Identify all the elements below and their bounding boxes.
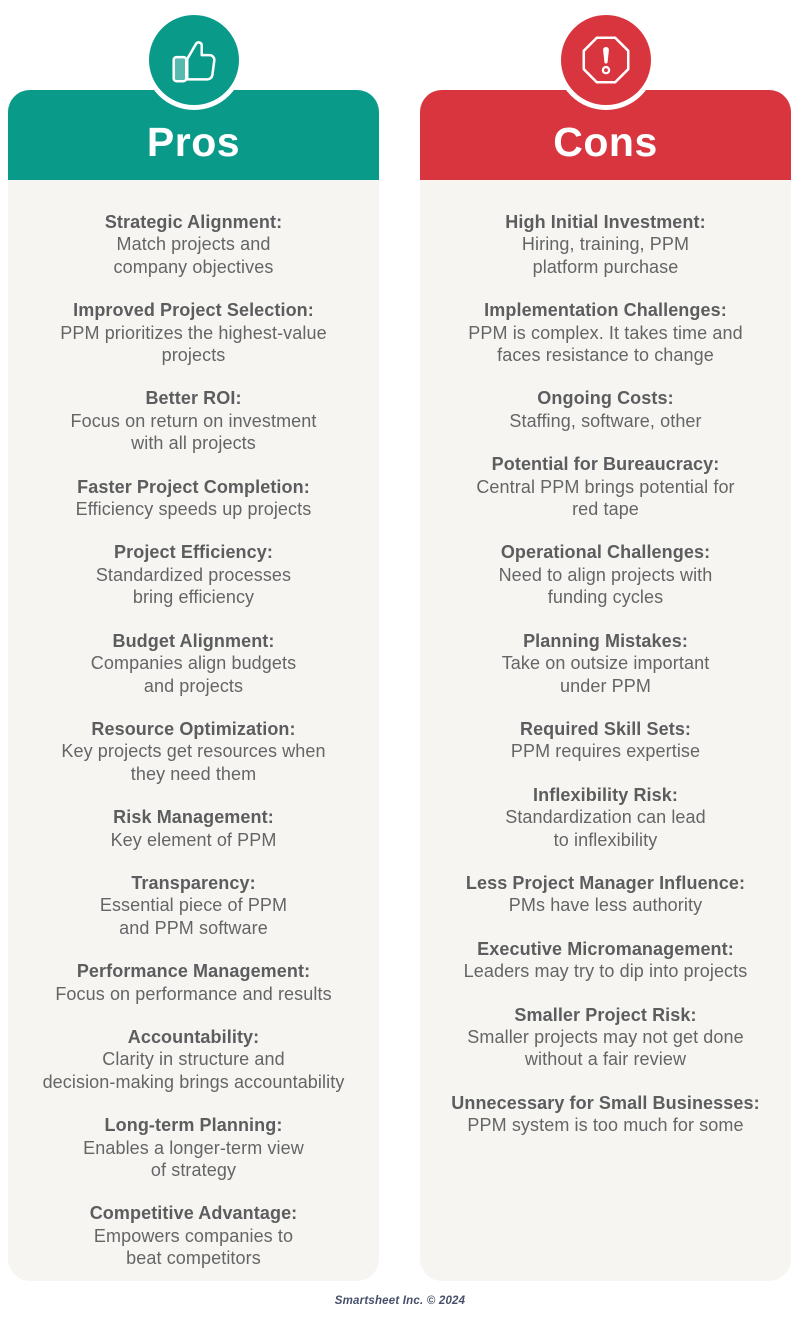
item-detail-line: under PPM xyxy=(560,675,651,696)
pros-list xyxy=(8,180,379,1281)
item-description xyxy=(432,894,779,916)
pros-list-item xyxy=(20,1202,367,1269)
item-detail-line: Leaders may try to dip into projects xyxy=(463,961,748,982)
pros-list-item xyxy=(20,1026,367,1093)
item-detail-line: Standardization can lead xyxy=(505,807,706,828)
cons-list xyxy=(420,180,791,1281)
item-title: Project Efficiency: xyxy=(114,542,273,563)
item-detail-line: Key element of PPM xyxy=(110,829,277,850)
pros-list-item xyxy=(20,718,367,785)
pros-column xyxy=(8,0,379,1281)
item-description xyxy=(432,806,779,851)
item-detail-line: they need them xyxy=(130,763,257,784)
item-title: Resource Optimization: xyxy=(91,718,296,739)
item-title: Long-term Planning: xyxy=(104,1115,283,1136)
item-description xyxy=(20,564,367,609)
item-description xyxy=(20,498,367,520)
item-title: Inflexibility Risk: xyxy=(533,784,678,805)
warning-octagon-icon xyxy=(577,31,635,89)
item-title: High Initial Investment: xyxy=(505,212,706,232)
item-description xyxy=(432,476,779,521)
pros-list-item xyxy=(20,806,367,851)
item-detail-line: and PPM software xyxy=(119,917,268,938)
item-description xyxy=(432,740,779,762)
item-detail-line: Essential piece of PPM xyxy=(99,895,288,916)
item-detail-line: Focus on performance and results xyxy=(55,983,332,1004)
item-detail-line: PPM requires expertise xyxy=(510,741,701,762)
cons-list-item xyxy=(432,1004,779,1071)
item-title: Required Skill Sets: xyxy=(519,718,692,739)
cons-list-item xyxy=(432,299,779,366)
item-detail-line: PPM is complex. It takes time and xyxy=(468,322,743,343)
item-description xyxy=(432,1026,779,1071)
item-title: Better ROI: xyxy=(145,388,242,409)
pros-badge xyxy=(144,10,244,110)
item-title: Implementation Challenges: xyxy=(484,300,727,321)
item-title: Strategic Alignment: xyxy=(104,212,283,232)
item-detail-line: company objectives xyxy=(113,256,274,277)
item-detail-line: without a fair review xyxy=(524,1049,687,1070)
item-title: Competitive Advantage: xyxy=(89,1203,298,1224)
cons-list-item xyxy=(432,1092,779,1137)
item-title: Improved Project Selection: xyxy=(73,300,314,321)
item-title: Less Project Manager Influence: xyxy=(465,872,746,893)
item-detail-line: Need to align projects with xyxy=(498,564,713,585)
pros-list-item xyxy=(20,299,367,366)
item-title: Operational Challenges: xyxy=(500,542,711,563)
item-title: Budget Alignment: xyxy=(112,630,275,651)
item-description xyxy=(432,322,779,367)
item-detail-line: Hiring, training, PPM xyxy=(521,234,690,255)
item-title: Performance Management: xyxy=(76,961,311,982)
item-description xyxy=(20,322,367,367)
item-detail-line: and projects xyxy=(143,675,244,696)
item-title: Potential for Bureaucracy: xyxy=(491,454,720,475)
item-detail-line: Enables a longer-term view xyxy=(83,1137,304,1158)
item-detail-line: Efficiency speeds up projects xyxy=(75,499,312,520)
item-detail-line: Staffing, software, other xyxy=(509,410,702,431)
pros-list-item xyxy=(20,872,367,939)
item-title: Faster Project Completion: xyxy=(77,476,310,497)
pros-list-item xyxy=(20,387,367,454)
cons-list-item xyxy=(432,872,779,917)
cons-list-item xyxy=(432,938,779,983)
pros-list-item xyxy=(20,630,367,697)
item-detail-line: faces resistance to change xyxy=(497,345,714,366)
copyright-footer: Smartsheet Inc. © 2024 xyxy=(334,1295,466,1307)
item-detail-line: projects xyxy=(161,345,226,366)
pros-list-item xyxy=(20,1114,367,1181)
item-title: Unnecessary for Small Businesses: xyxy=(451,1092,760,1113)
item-title: Transparency: xyxy=(131,872,256,893)
item-title: Ongoing Costs: xyxy=(537,388,674,409)
item-description xyxy=(432,1114,779,1136)
item-detail-line: decision-making brings accountability xyxy=(42,1071,345,1092)
cons-list-item xyxy=(432,784,779,851)
item-title: Accountability: xyxy=(127,1026,260,1047)
pros-list-item xyxy=(20,211,367,278)
item-description xyxy=(20,1137,367,1182)
item-description xyxy=(20,410,367,455)
item-title: Risk Management: xyxy=(113,807,274,828)
item-detail-line: Central PPM brings potential for xyxy=(476,476,735,497)
cons-list-item xyxy=(432,211,779,278)
item-detail-line: Match projects and xyxy=(116,234,271,255)
item-description xyxy=(432,410,779,432)
cons-list-item xyxy=(432,718,779,763)
item-description xyxy=(20,983,367,1005)
item-description xyxy=(20,740,367,785)
pros-list-item xyxy=(20,476,367,521)
item-detail-line: Companies align budgets xyxy=(90,653,297,674)
item-description xyxy=(432,960,779,982)
item-detail-line: Clarity in structure and xyxy=(102,1049,285,1070)
cons-list-item xyxy=(432,387,779,432)
item-description xyxy=(20,829,367,851)
cons-list-item xyxy=(432,453,779,520)
item-detail-line: funding cycles xyxy=(547,587,664,608)
item-detail-line: Empowers companies to xyxy=(93,1225,294,1246)
thumbs-up-icon xyxy=(165,31,223,89)
cons-column xyxy=(420,0,791,1281)
item-description xyxy=(20,1048,367,1093)
cons-title: Cons xyxy=(553,118,658,165)
pros-list-item xyxy=(20,541,367,608)
item-detail-line: of strategy xyxy=(150,1160,237,1180)
item-description xyxy=(20,652,367,697)
item-detail-line: PPM prioritizes the highest-value xyxy=(60,322,327,343)
item-title: Smaller Project Risk: xyxy=(514,1004,697,1025)
item-detail-line: beat competitors xyxy=(126,1248,261,1269)
item-detail-line: PMs have less authority xyxy=(508,895,703,916)
item-detail-line: Take on outsize important xyxy=(501,653,710,674)
item-description xyxy=(20,233,367,278)
item-detail-line: with all projects xyxy=(131,433,256,454)
item-title: Planning Mistakes: xyxy=(523,630,688,651)
cons-list-item xyxy=(432,541,779,608)
item-description xyxy=(432,564,779,609)
item-detail-line: to inflexibility xyxy=(553,829,658,850)
item-detail-line: Smaller projects may not get done xyxy=(467,1026,744,1047)
item-detail-line: Key projects get resources when xyxy=(61,741,326,762)
item-description xyxy=(20,894,367,939)
item-description xyxy=(20,1225,367,1270)
cons-list-item xyxy=(432,630,779,697)
item-detail-line: Focus on return on investment xyxy=(70,410,317,431)
cons-badge xyxy=(556,10,656,110)
item-title: Executive Micromanagement: xyxy=(477,938,734,959)
item-detail-line: red tape xyxy=(572,499,639,520)
item-detail-line: bring efficiency xyxy=(132,587,255,608)
pros-title: Pros xyxy=(146,118,241,165)
item-detail-line: PPM system is too much for some xyxy=(467,1115,744,1136)
item-detail-line: platform purchase xyxy=(532,256,679,277)
item-description xyxy=(432,233,779,278)
item-description xyxy=(432,652,779,697)
pros-list-item xyxy=(20,960,367,1005)
item-detail-line: Standardized processes xyxy=(95,564,292,585)
